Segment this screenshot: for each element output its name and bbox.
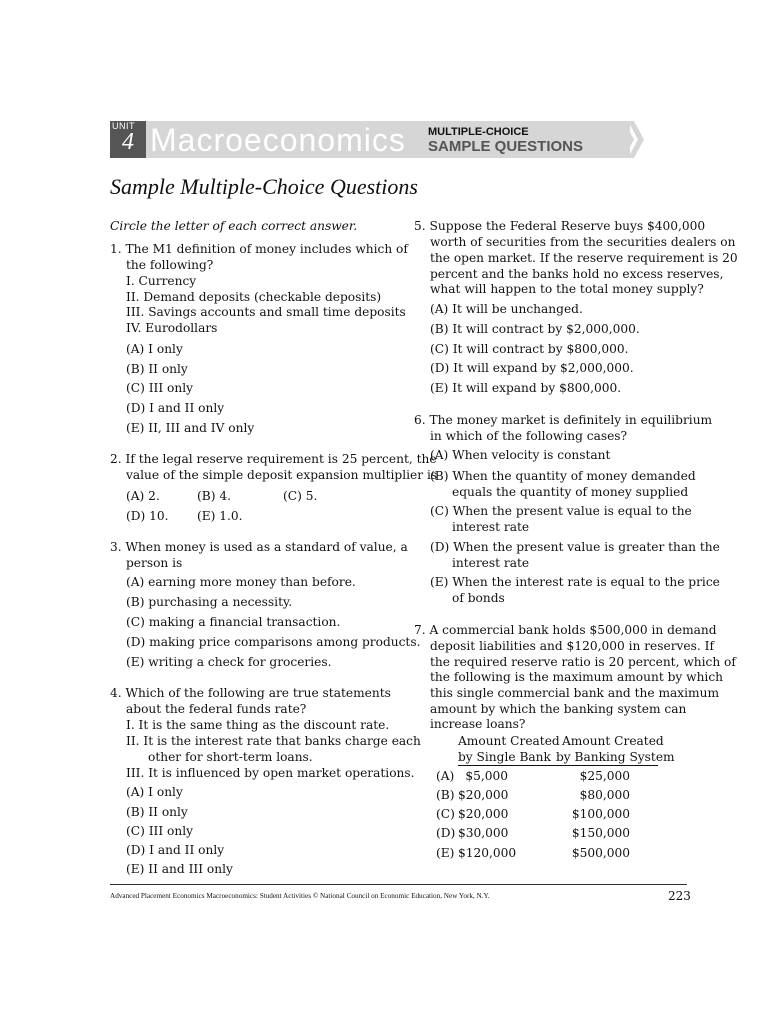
- table-cell: $5,000: [465, 769, 508, 783]
- list-item: other for short-term loans.: [148, 750, 313, 764]
- column-header: by Single Bank: [458, 750, 551, 764]
- answer-option: (A) When velocity is constant: [430, 448, 611, 462]
- question-stem: increase loans?: [430, 717, 526, 731]
- list-item: II. It is the interest rate that banks charge each: [126, 734, 421, 748]
- page-title: Sample Multiple-Choice Questions: [110, 174, 418, 199]
- unit-label: UNIT: [112, 121, 135, 131]
- question-stem: 4. Which of the following are true statements: [110, 686, 391, 700]
- answer-option: (E) When the interest rate is equal to the price: [430, 575, 720, 589]
- section-label-top: MULTIPLE-CHOICE: [428, 126, 529, 138]
- footer-rule: [110, 884, 687, 885]
- table-cell: $150,000: [571, 826, 630, 840]
- answer-option: (B) It will contract by $2,000,000.: [430, 322, 640, 336]
- question-stem: the following is the maximum amount by which: [430, 670, 724, 684]
- answer-option: (C) III only: [126, 824, 193, 838]
- answer-option: (E) It will expand by $800,000.: [430, 381, 622, 395]
- section-label-bottom: SAMPLE QUESTIONS: [428, 138, 584, 155]
- answer-option: (B) When the quantity of money demanded: [430, 469, 696, 483]
- list-item: III. Savings accounts and small time deposits: [126, 305, 406, 319]
- question-stem: the following?: [126, 258, 214, 272]
- table-cell: $100,000: [571, 807, 630, 821]
- answer-option: (E) writing a check for groceries.: [126, 655, 332, 669]
- answer-option: (E) 1.0.: [197, 509, 243, 523]
- question-stem: what will happen to the total money supply?: [430, 282, 704, 296]
- answer-option: interest rate: [452, 520, 530, 534]
- instructions: Circle the letter of each correct answer.: [110, 219, 358, 233]
- question-stem: the required reserve ratio is 20 percent, which of: [430, 655, 736, 669]
- answer-option: (D) I and II only: [126, 401, 225, 415]
- question-stem: value of the simple deposit expansion multiplier is: [126, 468, 438, 482]
- question-stem: the open market. If the reserve requirement is 20: [430, 251, 738, 265]
- subject-title: Macroeconomics: [150, 122, 406, 158]
- table-cell: $20,000: [458, 788, 509, 802]
- answer-option: (E) II and III only: [126, 862, 233, 876]
- answer-option: of bonds: [452, 591, 505, 605]
- question-stem: 1. The M1 definition of money includes which of: [110, 242, 408, 256]
- answer-option: (D) It will expand by $2,000,000.: [430, 361, 634, 375]
- question-stem: about the federal funds rate?: [126, 702, 307, 716]
- question-stem: 6. The money market is definitely in equilibrium: [414, 413, 713, 427]
- answer-option: interest rate: [452, 556, 530, 570]
- table-row-label: (D): [436, 826, 456, 840]
- answer-option: (D) 10.: [126, 509, 169, 523]
- answer-option: (D) When the present value is greater than the: [430, 540, 720, 554]
- question-stem: in which of the following cases?: [430, 429, 628, 443]
- question-stem: person is: [126, 556, 183, 570]
- answer-option: (A) It will be unchanged.: [430, 302, 583, 316]
- list-item: IV. Eurodollars: [126, 321, 218, 335]
- question-stem: 3. When money is used as a standard of value, a: [110, 540, 408, 554]
- question-stem: 2. If the legal reserve requirement is 25 percent, the: [110, 452, 437, 466]
- answer-option: (B) 4.: [197, 489, 231, 503]
- unit-header: [110, 121, 662, 158]
- column-header: Amount Created: [458, 734, 560, 748]
- answer-option: (D) making price comparisons among products.: [126, 635, 421, 649]
- table-row-label: (A): [436, 769, 455, 783]
- question-stem: 7. A commercial bank holds $500,000 in demand: [414, 623, 717, 637]
- question-stem: 5. Suppose the Federal Reserve buys $400,000: [414, 219, 706, 233]
- table-row-label: (B): [436, 788, 455, 802]
- chevron-right-icon: [616, 121, 646, 158]
- answer-option: (C) It will contract by $800,000.: [430, 342, 629, 356]
- table-cell: $500,000: [571, 846, 630, 860]
- question-stem: amount by which the banking system can: [430, 702, 687, 716]
- unit-number: 4: [122, 129, 134, 155]
- answer-option: (E) II, III and IV only: [126, 421, 255, 435]
- table-cell: $30,000: [458, 826, 509, 840]
- question-stem: deposit liabilities and $120,000 in reserves. If: [430, 639, 714, 653]
- question-stem: percent and the banks hold no excess reserves,: [430, 267, 724, 281]
- list-item: III. It is influenced by open market operations.: [126, 766, 415, 780]
- column-header: Amount Created: [562, 734, 664, 748]
- answer-option: (A) I only: [126, 342, 183, 356]
- table-cell: $20,000: [458, 807, 509, 821]
- answer-option: (C) When the present value is equal to the: [430, 504, 692, 518]
- list-item: I. Currency: [126, 274, 197, 288]
- answer-option: (A) earning more money than before.: [126, 575, 356, 589]
- table-cell: $120,000: [458, 846, 517, 860]
- footer-citation: Advanced Placement Economics Macroeconomics: Student Activities © National Council on Economic Education, New York, N.Y.: [110, 892, 490, 900]
- table-row-label: (E): [436, 846, 455, 860]
- answer-option: (C) III only: [126, 381, 193, 395]
- table-row-label: (C): [436, 807, 455, 821]
- page-number: 223: [668, 889, 691, 903]
- question-stem: this single commercial bank and the maximum: [430, 686, 719, 700]
- answer-option: (D) I and II only: [126, 843, 225, 857]
- answer-option: (C) making a financial transaction.: [126, 615, 341, 629]
- answer-option: (C) 5.: [283, 489, 318, 503]
- list-item: II. Demand deposits (checkable deposits): [126, 290, 382, 304]
- column-header: by Banking System: [556, 750, 675, 764]
- answer-option: (B) II only: [126, 362, 188, 376]
- answer-option: (B) purchasing a necessity.: [126, 595, 293, 609]
- answer-option: equals the quantity of money supplied: [452, 485, 689, 499]
- answer-option: (A) I only: [126, 785, 183, 799]
- answer-option: (A) 2.: [126, 489, 160, 503]
- question-stem: worth of securities from the securities dealers on: [430, 235, 736, 249]
- list-item: I. It is the same thing as the discount rate.: [126, 718, 390, 732]
- table-cell: $25,000: [579, 769, 630, 783]
- table-cell: $80,000: [579, 788, 630, 802]
- table-header-rule: [458, 765, 658, 766]
- answer-option: (B) II only: [126, 805, 188, 819]
